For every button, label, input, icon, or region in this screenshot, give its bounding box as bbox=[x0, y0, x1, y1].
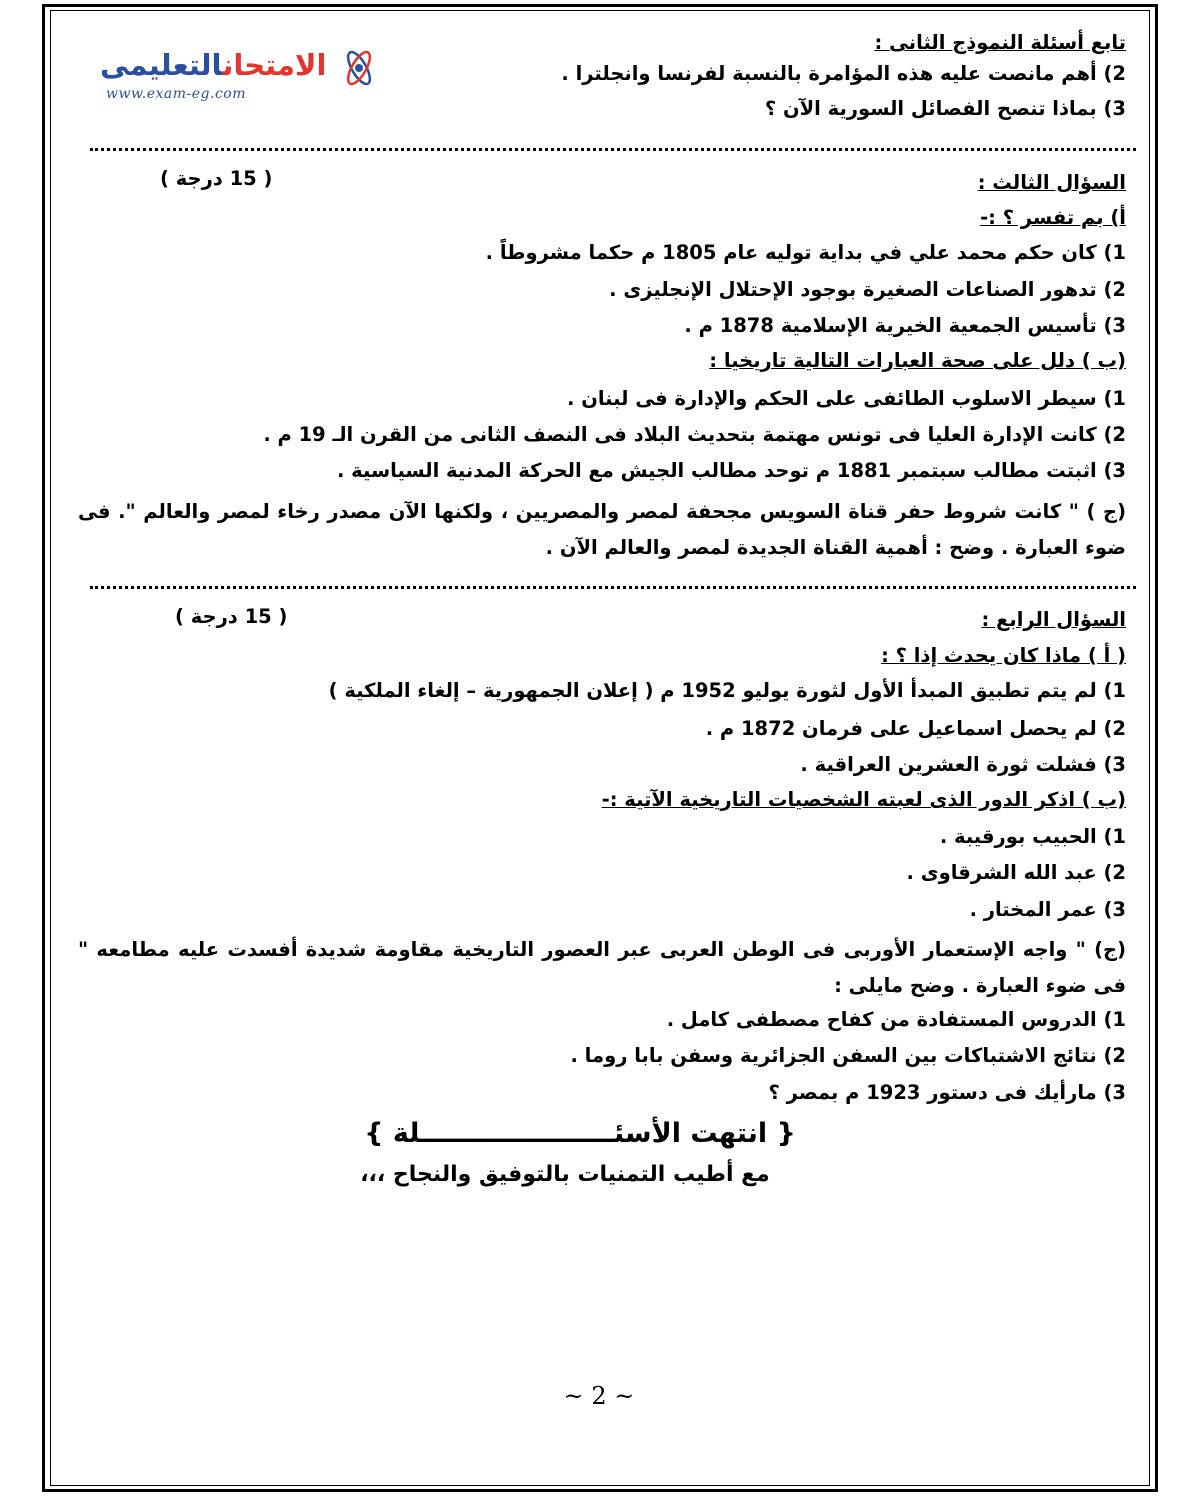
section-divider bbox=[90, 586, 1136, 589]
q4-a-item-3: 3) فشلت ثورة العشرين العراقية . bbox=[800, 753, 1126, 776]
q4-b-item-1: 1) الحبيب بورقيبة . bbox=[939, 825, 1126, 848]
site-logo bbox=[100, 44, 380, 110]
q3-a-item-3: 3) تأسيس الجمعية الخيرية الإسلامية 1878 م . bbox=[684, 314, 1126, 337]
q4-b-item-3: 3) عمر المختار . bbox=[969, 898, 1126, 921]
q2-item-3: 3) بماذا تنصح الفصائل السورية الآن ؟ bbox=[764, 97, 1126, 120]
q3-part-c: (ج ) " كانت شروط حفر قناة السويس مجحفة لمصر والمصريين ، ولكنها الآن مصدر رخاء لمصر والعالم ". فى ضوء العبارة . وضح : أهمية القناة الجديدة لمصر والعالم الآن . bbox=[78, 500, 1126, 559]
page-border-inner bbox=[50, 10, 1150, 1486]
q3-b-item-2: 2) كانت الإدارة العليا فى تونس مهتمة بتحديث البلاد فى النصف الثانى من القرن الـ 19 م . bbox=[263, 423, 1126, 446]
q4-b-item-2: 2) عبد الله الشرقاوى . bbox=[906, 861, 1126, 884]
q3-marks: ( 15 درجة ) bbox=[160, 167, 273, 190]
q3-a-item-2: 2) تدهور الصناعات الصغيرة بوجود الإحتلال الإنجليزى . bbox=[609, 278, 1126, 301]
q4-part-b-heading: (ب ) اذكر الدور الذى لعبته الشخصيات التاريخية الآتية :- bbox=[601, 788, 1126, 811]
q4-c-item-2: 2) نتائج الاشتباكات بين السفن الجزائرية وسفن بابا روما . bbox=[570, 1044, 1126, 1067]
q3-part-a-heading: أ) بم تفسر ؟ :- bbox=[980, 206, 1126, 229]
q3-b-item-3: 3) اثبتت مطالب سبتمبر 1881 م توحد مطالب الجيش مع الحركة المدنية السياسية . bbox=[336, 459, 1126, 482]
q4-c-item-1: 1) الدروس المستفادة من كفاح مصطفى كامل . bbox=[666, 1008, 1126, 1031]
continuation-title: تابع أسئلة النموذج الثانى : bbox=[874, 31, 1126, 54]
q4-a-item-1: 1) لم يتم تطبيق المبدأ الأول لثورة يوليو 1952 م ( إعلان الجمهورية – إلغاء الملكية ) bbox=[328, 679, 1126, 702]
q3-part-b-heading: (ب ) دلل على صحة العبارات التالية تاريخيا : bbox=[709, 349, 1126, 372]
q4-marks: ( 15 درجة ) bbox=[175, 605, 288, 628]
page-number: ~ 2 ~ bbox=[563, 1382, 635, 1410]
q4-title: السؤال الرابع : bbox=[981, 608, 1126, 631]
logo-wordmark: الامتحانالتعليمى bbox=[100, 48, 327, 82]
q4-a-item-2: 2) لم يحصل اسماعيل على فرمان 1872 م . bbox=[705, 717, 1126, 740]
logo-url: www.exam-eg.com bbox=[106, 86, 247, 102]
q4-c-item-3: 3) مارأيك فى دستور 1923 م بمصر ؟ bbox=[768, 1081, 1126, 1104]
q3-title: السؤال الثالث : bbox=[977, 171, 1126, 194]
q4-part-c: (ج) " واجه الإستعمار الأوربى فى الوطن العربى عبر العصور التاريخية مقاومة شديدة أفسدت عليه مطامعه " فى ضوء العبارة . وضح مايلى : bbox=[78, 938, 1126, 997]
atom-icon bbox=[338, 46, 380, 90]
section-divider bbox=[90, 148, 1136, 151]
closing-wishes: مع أطيب التمنيات بالتوفيق والنجاح ،،، bbox=[360, 1162, 770, 1187]
end-of-questions: { انتهت الأسئـــــــــــــــــــــلة } bbox=[364, 1118, 796, 1149]
q2-item-2: 2) أهم مانصت عليه هذه المؤامرة بالنسبة لفرنسا وانجلترا . bbox=[561, 62, 1126, 85]
q4-part-a-heading: ( أ ) ماذا كان يحدث إذا ؟ : bbox=[881, 644, 1126, 667]
q3-b-item-1: 1) سيطر الاسلوب الطائفى على الحكم والإدارة فى لبنان . bbox=[567, 387, 1126, 410]
q3-a-item-1: 1) كان حكم محمد علي في بداية توليه عام 1805 م حكما مشروطاً . bbox=[485, 241, 1126, 264]
